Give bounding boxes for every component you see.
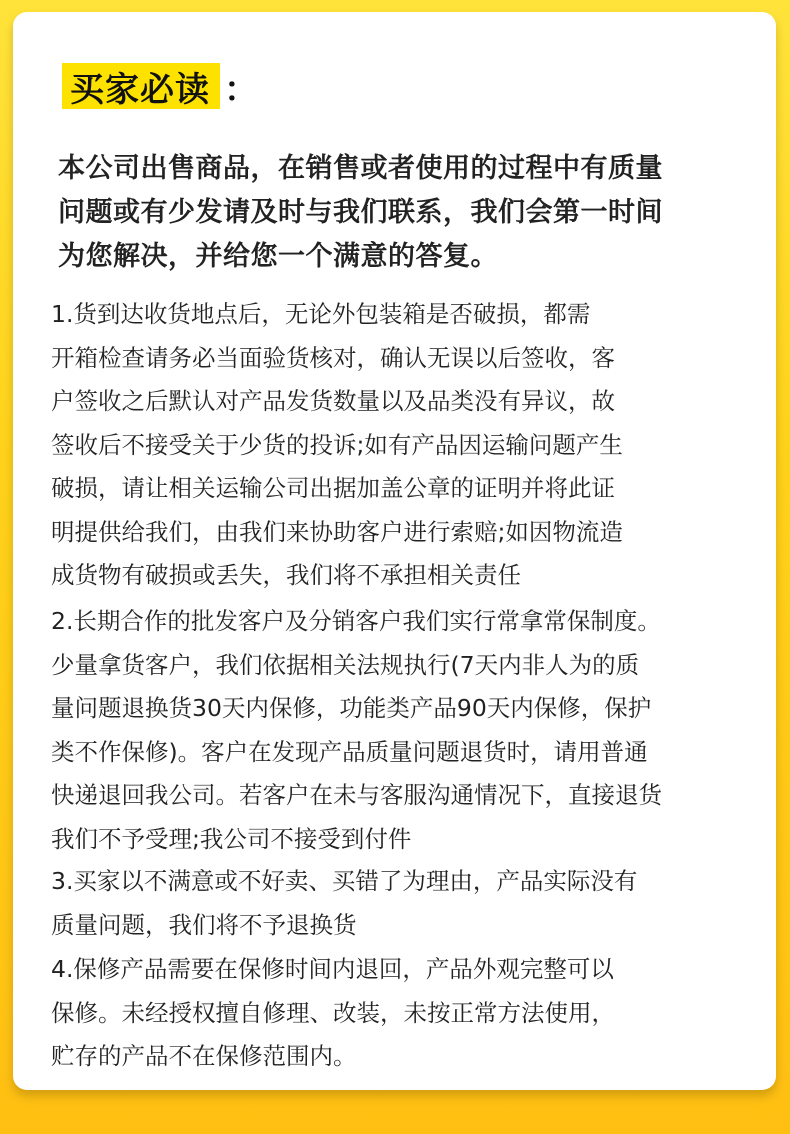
notice-card (13, 12, 776, 1090)
intro-paragraph: 本公司出售商品，在销售或者使用的过程中有质量 问题或有少发请及时与我们联系，我们会第一时间 为您解决，并给您一个满意的答复。 (58, 153, 663, 272)
page-title: 买家必读 (62, 63, 220, 109)
title-colon: ： (224, 69, 258, 110)
policy-item-3: 3.买家以不满意或不好卖、买错了为理由，产品实际没有 质量问题，我们将不予退换货 (51, 867, 638, 939)
title-block (62, 57, 258, 115)
policy-item-4: 4.保修产品需要在保修时间内退回，产品外观完整可以 保修。未经授权擅自修理、改装，未按正常方法使用， 贮存的产品不在保修范围内。 (51, 955, 615, 1070)
policy-item-1: 1.货到达收货地点后，无论外包装箱是否破损，都需 开箱检查请务必当面验货核对，确认无误以后签收，客 户签收之后默认对产品发货数量以及品类没有异议，故 签收后不接受关于少货的投诉;如有产品因运输问题产生 破损，请让相关运输公司出据加盖公章的证明并将此证 明提供给我们，由我们来协助客户进行索赔;如因物流造 成货物有破损或丢失，我们将不承担相关责任 (51, 300, 623, 589)
policy-item-2: 2.长期合作的批发客户及分销客户我们实行常拿常保制度。 少量拿货客户，我们依据相关法规执行(7天内非人为的质 量问题退换货30天内保修，功能类产品90天内保修，保护 类不作保修)。客户在发现产品质量问题退货时，请用普通 快递退回我公司。若客户在未与客服沟通情况下，直接退货 我们不予受理;我公司不接受到付件 (51, 607, 662, 853)
